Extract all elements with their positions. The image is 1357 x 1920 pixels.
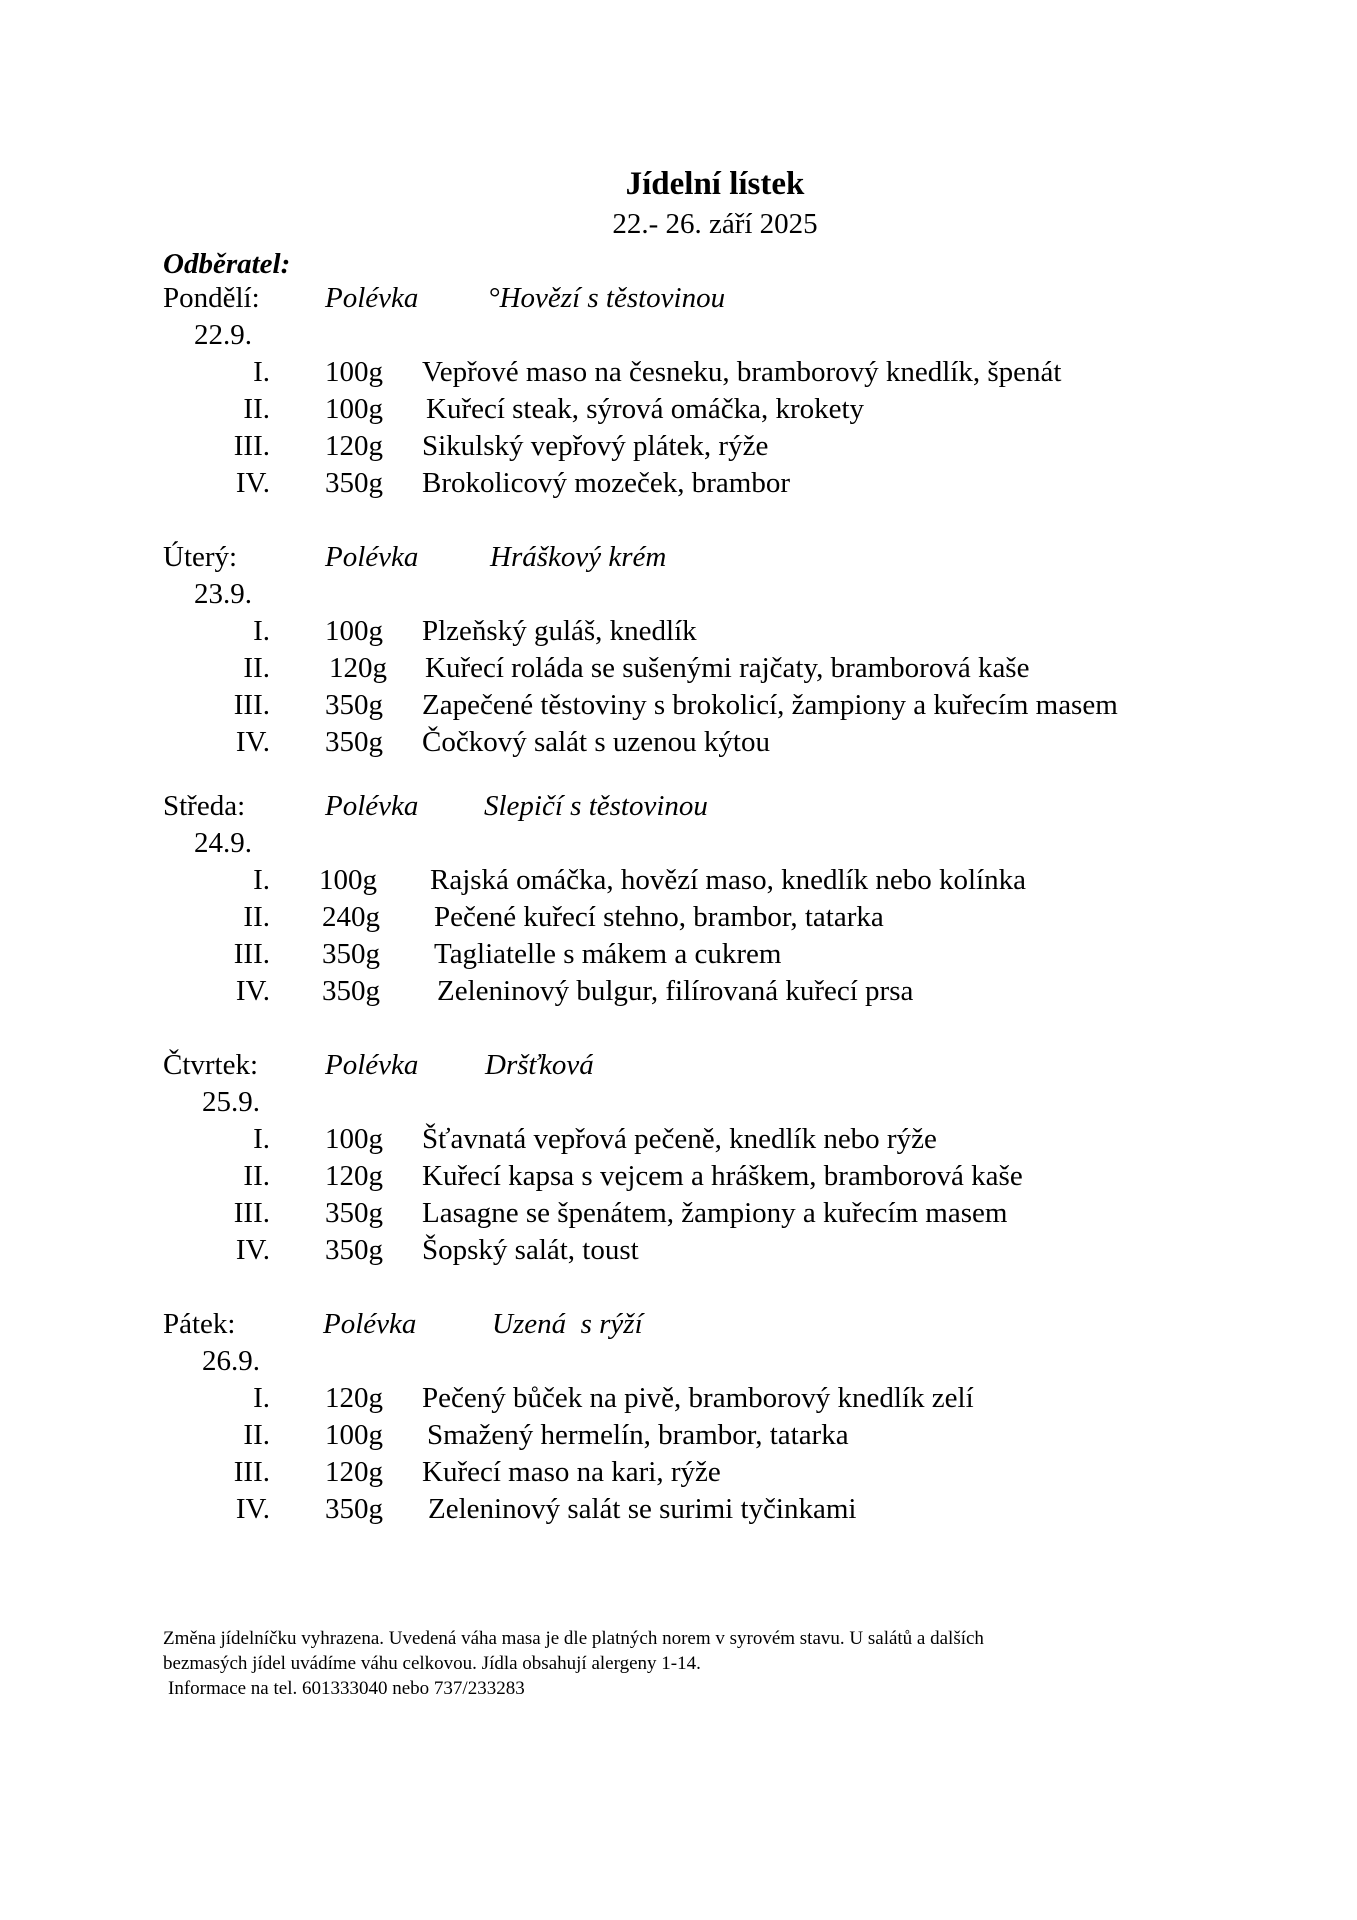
- meal-numeral: II.: [243, 901, 270, 933]
- meal-weight: 240g: [322, 901, 380, 933]
- meal-numeral: I.: [253, 1382, 270, 1414]
- soup-label: Polévka: [325, 1049, 419, 1081]
- meal-dish: Šťavnatá vepřová pečeně, knedlík nebo rýže: [422, 1123, 937, 1155]
- meal-weight: 120g: [329, 652, 387, 684]
- meal-weight: 120g: [325, 430, 383, 462]
- page-title: Jídelní lístek: [625, 166, 805, 202]
- day-section-monday: [0, 280, 1357, 540]
- meal-row: [0, 936, 1357, 973]
- meal-numeral: II.: [243, 652, 270, 684]
- meal-numeral: I.: [253, 356, 270, 388]
- meal-dish: Kuřecí kapsa s vejcem a hráškem, bramborová kaše: [422, 1160, 1023, 1192]
- meal-dish: Zapečené těstoviny s brokolicí, žampiony a kuřecím masem: [422, 689, 1118, 721]
- meal-row: [0, 973, 1357, 1010]
- meal-weight: 100g: [325, 615, 383, 647]
- day-name: Pátek:: [163, 1308, 236, 1340]
- meal-numeral: III.: [233, 1197, 270, 1229]
- meal-dish: Smažený hermelín, brambor, tatarka: [427, 1419, 849, 1451]
- meal-row: [0, 899, 1357, 936]
- meal-dish: Rajská omáčka, hovězí maso, knedlík nebo kolínka: [430, 864, 1026, 896]
- day-date: 24.9.: [194, 827, 252, 859]
- meal-row: [0, 862, 1357, 899]
- footer-disclaimer-line: Změna jídelníčku vyhrazena. Uvedená váha masa je dle platných norem v syrovém stavu. U salátů a dalších: [163, 1628, 984, 1649]
- meal-weight: 350g: [325, 1234, 383, 1266]
- meal-dish: Brokolicový mozeček, brambor: [422, 467, 791, 499]
- meal-numeral: III.: [233, 938, 270, 970]
- soup-label: Polévka: [325, 282, 419, 314]
- soup-name: Dršťková: [485, 1049, 594, 1081]
- meal-weight: 100g: [325, 393, 383, 425]
- meal-dish: Šopský salát, toust: [422, 1234, 639, 1266]
- meal-numeral: IV.: [235, 726, 270, 758]
- meal-weight: 350g: [325, 467, 383, 499]
- meal-row: [0, 1417, 1357, 1454]
- day-section-thursday: [0, 1047, 1357, 1307]
- meal-weight: 100g: [319, 864, 377, 896]
- meal-dish: Kuřecí roláda se sušenými rajčaty, bramborová kaše: [425, 652, 1030, 684]
- day-section-friday: [0, 1306, 1357, 1566]
- day-section-tuesday: [0, 539, 1357, 799]
- meal-weight: 100g: [325, 1419, 383, 1451]
- meal-dish: Lasagne se špenátem, žampiony a kuřecím masem: [422, 1197, 1008, 1229]
- week-date-range: 22.- 26. září 2025: [612, 208, 818, 240]
- customer-label: Odběratel:: [163, 248, 291, 280]
- meal-dish: Tagliatelle s mákem a cukrem: [434, 938, 782, 970]
- meal-numeral: IV.: [235, 1493, 270, 1525]
- meal-dish: Plzeňský guláš, knedlík: [422, 615, 697, 647]
- meal-row: [0, 1491, 1357, 1528]
- meal-numeral: II.: [243, 1419, 270, 1451]
- meal-weight: 350g: [325, 1197, 383, 1229]
- soup-label: Polévka: [325, 790, 419, 822]
- meal-numeral: III.: [233, 1456, 270, 1488]
- meal-weight: 350g: [325, 689, 383, 721]
- meal-weight: 100g: [325, 356, 383, 388]
- day-name: Pondělí:: [163, 282, 260, 314]
- soup-label: Polévka: [323, 1308, 417, 1340]
- meal-numeral: III.: [233, 430, 270, 462]
- meal-numeral: IV.: [235, 467, 270, 499]
- meal-row: [0, 724, 1357, 761]
- day-name: Středa:: [163, 790, 246, 822]
- meal-dish: Kuřecí steak, sýrová omáčka, krokety: [426, 393, 865, 425]
- meal-row: [0, 428, 1357, 465]
- meal-weight: 350g: [325, 1493, 383, 1525]
- day-date: 23.9.: [194, 578, 252, 610]
- meal-dish: Pečený bůček na pivě, bramborový knedlík zelí: [422, 1382, 974, 1414]
- meal-dish: Zeleninový bulgur, filírovaná kuřecí prsa: [437, 975, 914, 1007]
- meal-row: [0, 1454, 1357, 1491]
- meal-dish: Pečené kuřecí stehno, brambor, tatarka: [434, 901, 884, 933]
- soup-label: Polévka: [325, 541, 419, 573]
- meal-dish: Sikulský vepřový plátek, rýže: [422, 430, 769, 462]
- meal-numeral: IV.: [235, 975, 270, 1007]
- meal-weight: 350g: [325, 726, 383, 758]
- meal-numeral: II.: [243, 393, 270, 425]
- meal-row: [0, 465, 1357, 502]
- meal-weight: 120g: [325, 1160, 383, 1192]
- soup-name: Uzená s rýží: [492, 1308, 643, 1340]
- day-date: 26.9.: [202, 1345, 260, 1377]
- meal-numeral: III.: [233, 689, 270, 721]
- day-name: Čtvrtek:: [163, 1049, 259, 1081]
- meal-row: [0, 1232, 1357, 1269]
- meal-weight: 350g: [322, 938, 380, 970]
- meal-dish: Vepřové maso na česneku, bramborový knedlík, špenát: [422, 356, 1062, 388]
- meal-numeral: II.: [243, 1160, 270, 1192]
- soup-name: Hráškový krém: [490, 541, 667, 573]
- meal-weight: 100g: [325, 1123, 383, 1155]
- footer-allergen-line: bezmasých jídel uvádíme váhu celkovou. Jídla obsahují alergeny 1-14.: [163, 1653, 701, 1674]
- meal-numeral: IV.: [235, 1234, 270, 1266]
- soup-name: Slepičí s těstovinou: [484, 790, 708, 822]
- meal-numeral: I.: [253, 1123, 270, 1155]
- footer-note: [163, 1626, 1193, 1701]
- meal-dish: Zeleninový salát se surimi tyčinkami: [428, 1493, 857, 1525]
- meal-row: [0, 1158, 1357, 1195]
- day-date: 25.9.: [202, 1086, 260, 1118]
- soup-name: °Hovězí s těstovinou: [488, 282, 726, 314]
- day-name: Úterý:: [163, 541, 238, 573]
- meal-row: [0, 687, 1357, 724]
- meal-dish: Čočkový salát s uzenou kýtou: [422, 726, 770, 758]
- meal-row: [0, 613, 1357, 650]
- meal-numeral: I.: [253, 615, 270, 647]
- meal-weight: 350g: [322, 975, 380, 1007]
- meal-weight: 120g: [325, 1456, 383, 1488]
- meal-row: [0, 1195, 1357, 1232]
- meal-weight: 120g: [325, 1382, 383, 1414]
- day-date: 22.9.: [194, 319, 252, 351]
- meal-row: [0, 354, 1357, 391]
- day-section-wednesday: [0, 788, 1357, 1048]
- meal-row: [0, 650, 1357, 687]
- meal-row: [0, 1380, 1357, 1417]
- meal-dish: Kuřecí maso na kari, rýže: [422, 1456, 721, 1488]
- meal-row: [0, 391, 1357, 428]
- meal-row: [0, 1121, 1357, 1158]
- footer-contact-line: Informace na tel. 601333040 nebo 737/233283: [168, 1678, 525, 1699]
- meal-numeral: I.: [253, 864, 270, 896]
